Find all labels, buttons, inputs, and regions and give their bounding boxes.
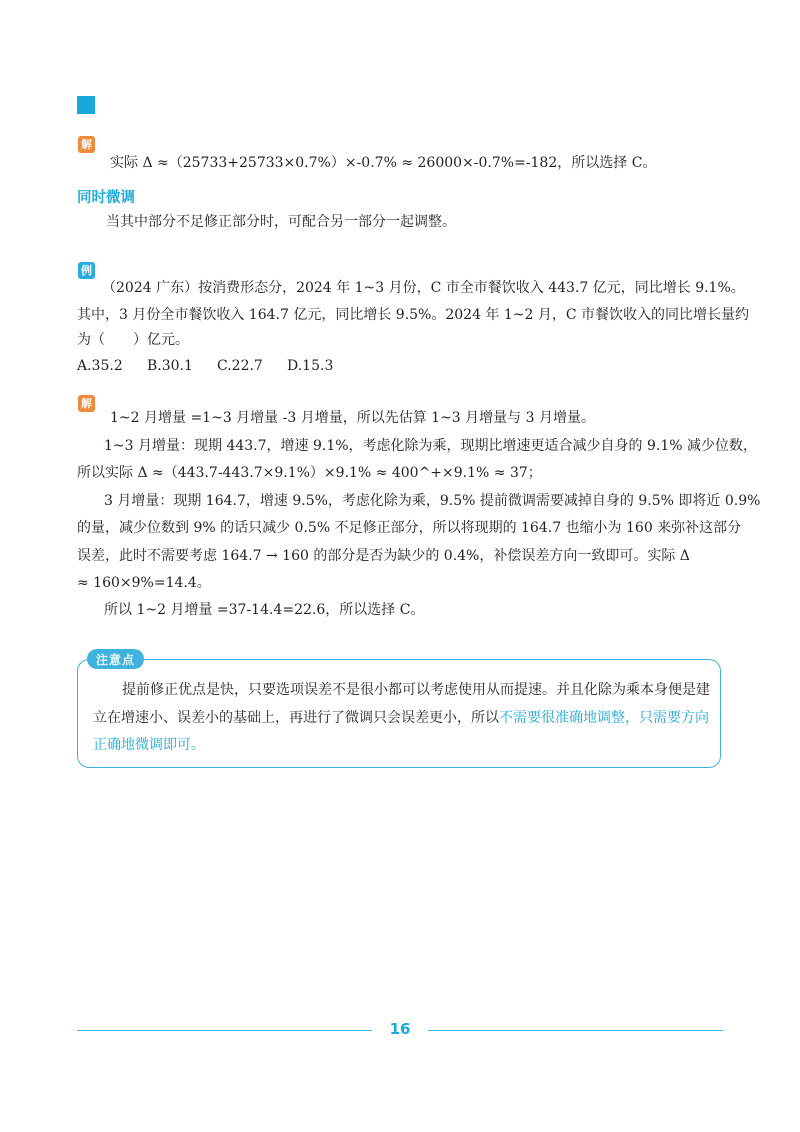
note-tag: 注意点 [87, 649, 144, 669]
solution-line: 1~3 月增量：现期 443.7，增速 9.1%，考虑化除为乘，现期比增速更适合减少自身的 9.1% 减少位数， [104, 438, 758, 454]
solution-line: 1~2 月增量 =1~3 月增量 -3 月增量，所以先估算 1~3 月增量与 3 月增量。 [110, 410, 595, 426]
solution-line: 误差，此时不需要考虑 164.7 → 160 的部分是否为缺少的 0.4%，补偿误差方向一致即可。实际 Δ [77, 548, 690, 564]
page-number: 16 [389, 1020, 411, 1038]
example-badge: 例 [78, 262, 95, 279]
note-highlight: 正确地微调即可。 [93, 737, 205, 753]
example-line: （2024 广东）按消费形态分，2024 年 1~3 月份，C 市全市餐饮收入 443.7 亿元，同比增长 9.1%。 [102, 280, 745, 296]
note-line: 提前修正优点是快，只要选项误差不是很小都可以考虑使用从而提速。并且化除为乘本身便是建 [122, 682, 710, 698]
option-a: A.35.2 [77, 358, 123, 374]
footer-rule-left [77, 1030, 372, 1031]
example-line: 其中，3 月份全市餐饮收入 164.7 亿元，同比增长 9.5%。2024 年 1~2 月，C 市餐饮收入的同比增长量约 [77, 307, 750, 323]
solution-line: ≈ 160×9%=14.4。 [77, 575, 211, 591]
solution-line: 所以 1~2 月增量 =37-14.4=22.6，所以选择 C。 [104, 602, 425, 618]
solution-line: 的量，减少位数到 9% 的话只减少 0.5% 不足修正部分，所以将现期的 164.7 也缩小为 160 来弥补这部分 [77, 520, 742, 536]
heading-description: 当其中部分不足修正部分时，可配合另一部分一起调整。 [106, 214, 456, 230]
note-line [93, 708, 709, 728]
example-line: 为（ ）亿元。 [77, 332, 189, 348]
solution-badge: 解 [78, 395, 95, 412]
note-highlight: 不需要很准确地调整，只需要方向 [499, 710, 709, 726]
solution-line: 所以实际 Δ ≈（443.7-443.7×9.1%）×9.1% ≈ 400^+×9.1% ≈ 37； [77, 465, 542, 481]
section-marker-square [77, 96, 95, 114]
section-heading: 同时微调 [77, 190, 135, 206]
option-c: C.22.7 [217, 358, 263, 374]
solution-line: 实际 Δ ≈（25733+25733×0.7%）×-0.7% ≈ 26000×-0.7%=-182，所以选择 C。 [110, 155, 657, 171]
solution-badge: 解 [78, 136, 95, 153]
footer-rule-right [428, 1030, 723, 1031]
option-b: B.30.1 [147, 358, 193, 374]
option-d: D.15.3 [287, 358, 334, 374]
solution-line: 3 月增量：现期 164.7，增速 9.5%，考虑化除为乘，9.5% 提前微调需要减掉自身的 9.5% 即将近 0.9% [104, 493, 761, 509]
note-text: 立在增速小、误差小的基础上，再进行了微调只会误差更小，所以 [93, 710, 499, 726]
